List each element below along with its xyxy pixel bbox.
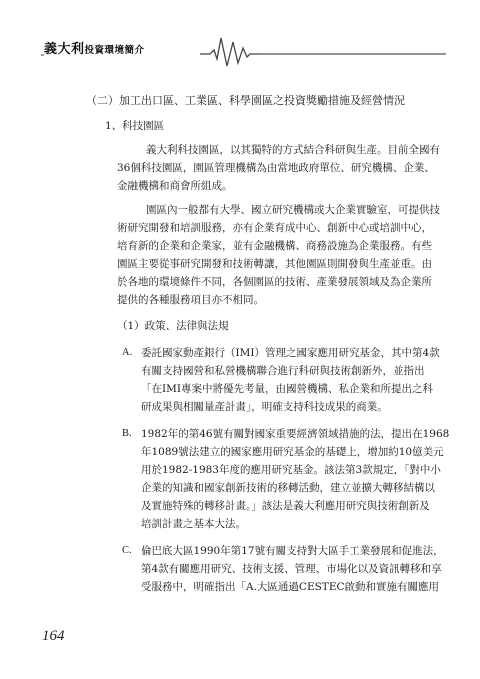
subsection-heading: （1）政策、法律與法規 [117, 320, 229, 332]
page-number: 164 [42, 628, 65, 644]
paragraph-line: 園區主要從事研究開發和技術轉讓，其他園區則開發與生產並重。由 [117, 258, 432, 270]
header-rule-decoration [0, 0, 480, 70]
paragraph-line: 培育新的企業和企業家，並有金融機構、商務設施為企業服務。有些 [117, 240, 432, 252]
list-item-line: 「在IMI專案中將優先考量，由國營機構、私企業和所提出之科 [141, 383, 434, 395]
paragraph-line: 義大利科技園區，以其獨特的方式結合科研與生產。目前全國有 [146, 144, 440, 156]
list-item-line: 第4款有關應用研究、技術支援、管理、市場化以及資訊轉移和享 [141, 563, 442, 575]
paragraph-line: 園區內一般都有大學、國立研究機構或大企業實驗室，可提供技 [146, 204, 440, 216]
list-item-marker: A. [122, 347, 133, 358]
header-title-main: 義大利 [44, 42, 85, 57]
paragraph-line: 於各地的環境條件不同，各個園區的技術、產業發展領域及為企業所 [117, 276, 432, 288]
section-heading: （二）加工出口區、工業區、科學園區之投資獎勵措施及經營情況 [86, 94, 405, 107]
list-item-line: 1982年的第46號有關對國家重要經濟領域措施的法，提出在1968 [141, 428, 450, 440]
paragraph-line: 36個科技園區，園區管理機構為由當地政府單位、研究機構、企業、 [117, 162, 435, 174]
list-item-line: 倫巴底大區1990年第17號有關支持對大區手工業發展和促進法， [141, 545, 444, 557]
paragraph-line: 金融機構和商會所組成。 [117, 180, 233, 192]
list-item-line: 委託國家動產銀行（IMI）管理之國家應用研究基金，其中第4款 [141, 347, 440, 359]
list-item-line: 培訓計畫之基本大法。 [141, 518, 246, 530]
list-item-marker: B. [122, 428, 132, 439]
paragraph-line: 提供的各種服務項目亦不相同。 [117, 294, 264, 306]
list-item-line: 有關支持國營和私營機構聯合進行科研與技術創新外，並指出 [141, 365, 425, 377]
header-title [44, 38, 145, 57]
page-header [0, 0, 480, 70]
subheading-tech-parks: 1、科技園區 [105, 120, 165, 132]
list-item-line: 及實施特殊的轉移計畫。」該法是義大利應用研究與技術創新及 [141, 500, 430, 512]
list-item-line: 年1089號法建立的國家應用研究基金的基礎上，增加約10億美元 [141, 446, 444, 458]
list-item-line: 企業的知識和國家創新技術的移轉活動，建立並擴大轉移結構以 [141, 482, 435, 494]
list-item-marker: C. [122, 545, 132, 556]
list-item-line: 用於1982-1983年度的應用研究基金。該法第3款規定，「對中小 [141, 464, 441, 476]
header-title-sub: 投資環境簡介 [84, 45, 145, 56]
heartbeat-line-icon [200, 38, 258, 66]
list-item-line: 研成果與相關量產計畫」，明確支持科技成果的商業。 [141, 401, 388, 413]
paragraph-line: 術研究開發和培訓服務，亦有企業育成中心、創新中心或培訓中心， [117, 222, 432, 234]
list-item-line: 受服務中，明確指出「A.大區通過CESTEC啟動和實施有關應用 [141, 581, 440, 593]
